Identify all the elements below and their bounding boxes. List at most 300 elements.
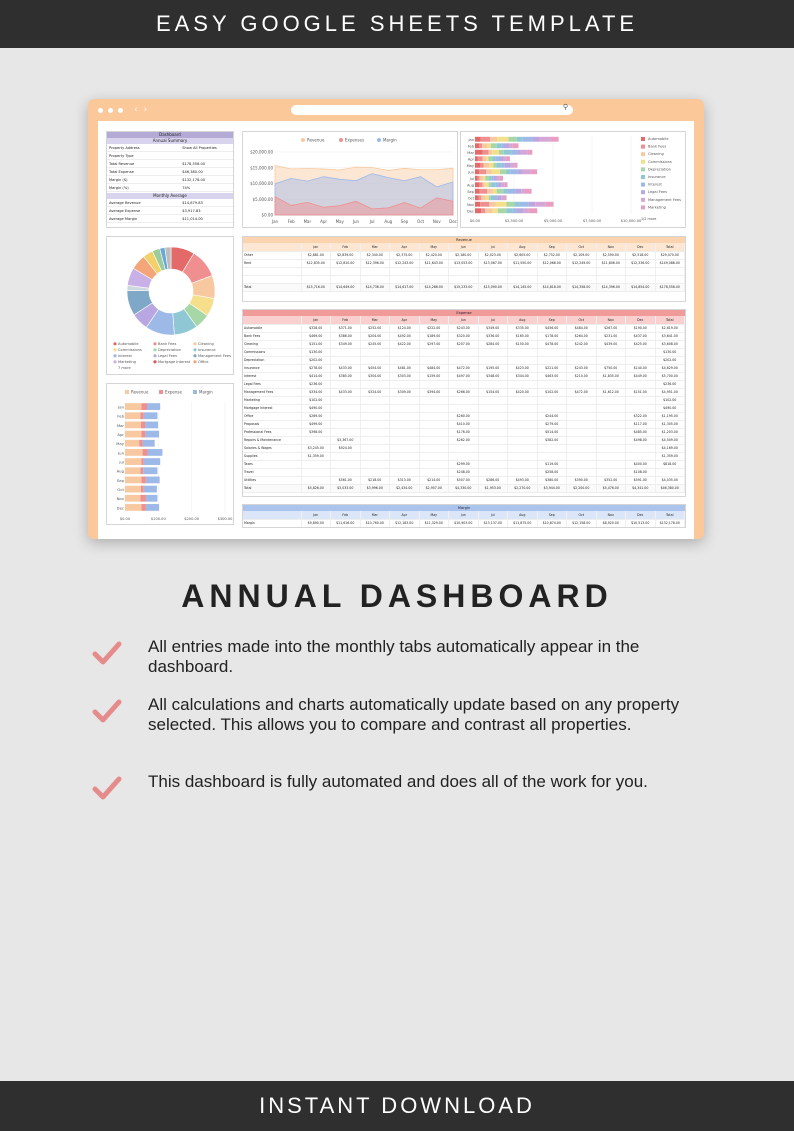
table-cell[interactable]: $386.00 xyxy=(331,332,361,340)
table-cell[interactable] xyxy=(331,356,361,364)
table-cell[interactable] xyxy=(478,428,508,436)
table-cell[interactable]: $420.00 xyxy=(508,388,538,396)
table-cell[interactable] xyxy=(301,460,331,468)
table-cell[interactable]: $13,137.00 xyxy=(478,519,508,527)
table-cell[interactable]: $258.00 xyxy=(537,468,567,476)
table-cell[interactable] xyxy=(508,420,538,428)
table-cell[interactable]: Repairs & Maintenance xyxy=(243,436,301,444)
table-cell[interactable] xyxy=(390,275,420,283)
table-cell[interactable] xyxy=(301,436,331,444)
table-cell[interactable]: $4,629.00 xyxy=(655,364,685,372)
table-cell[interactable]: Utilities xyxy=(243,476,301,484)
table-cell[interactable]: Travel xyxy=(243,468,301,476)
table-cell[interactable] xyxy=(390,460,420,468)
table-cell[interactable]: $484.00 xyxy=(419,364,449,372)
table-cell[interactable]: Depreciation xyxy=(243,356,301,364)
table-cell[interactable] xyxy=(360,436,390,444)
table-cell[interactable] xyxy=(478,396,508,404)
table-cell[interactable]: $2,881.00 xyxy=(301,251,331,259)
table-cell[interactable] xyxy=(360,275,390,283)
table-cell[interactable] xyxy=(360,380,390,388)
table-cell[interactable]: $398.00 xyxy=(301,428,331,436)
table-cell[interactable] xyxy=(360,396,390,404)
table-cell[interactable] xyxy=(419,436,449,444)
table-cell[interactable]: $244.00 xyxy=(537,412,567,420)
table-cell[interactable]: $1,612.00 xyxy=(596,388,626,396)
table-cell[interactable]: $218.00 xyxy=(360,476,390,484)
table-cell[interactable]: $344.00 xyxy=(508,372,538,380)
table-cell[interactable]: $4,035.00 xyxy=(655,476,685,484)
table-cell[interactable] xyxy=(419,468,449,476)
table-cell[interactable]: Legal Fees xyxy=(243,380,301,388)
table-cell[interactable]: Professional Fees xyxy=(243,428,301,436)
table-cell[interactable] xyxy=(508,436,538,444)
table-cell[interactable] xyxy=(243,267,301,275)
table-cell[interactable]: Marketing xyxy=(243,396,301,404)
table-cell[interactable] xyxy=(360,460,390,468)
table-cell[interactable]: $485.00 xyxy=(626,428,656,436)
table-cell[interactable] xyxy=(478,412,508,420)
table-cell[interactable]: $4,951.00 xyxy=(655,388,685,396)
table-cell[interactable] xyxy=(596,436,626,444)
table-cell[interactable]: $924.00 xyxy=(331,444,361,452)
table-cell[interactable] xyxy=(508,460,538,468)
table-cell[interactable] xyxy=(390,348,420,356)
table-cell[interactable] xyxy=(301,476,331,484)
table-cell[interactable]: $324.00 xyxy=(360,388,390,396)
table-cell[interactable] xyxy=(537,396,567,404)
table-cell[interactable] xyxy=(478,444,508,452)
table-cell[interactable]: $1,359.00 xyxy=(655,452,685,460)
table-cell[interactable] xyxy=(360,428,390,436)
table-cell[interactable]: $3,608.00 xyxy=(655,340,685,348)
table-cell[interactable]: $463.00 xyxy=(537,372,567,380)
table-cell[interactable]: $202.00 xyxy=(655,356,685,364)
table-cell[interactable]: $11,550.00 xyxy=(508,259,538,267)
table-cell[interactable]: $2,420.00 xyxy=(419,251,449,259)
table-cell[interactable] xyxy=(626,356,656,364)
table-cell[interactable]: $313.00 xyxy=(390,476,420,484)
table-cell[interactable]: $159.00 xyxy=(419,372,449,380)
table-cell[interactable]: $108.00 xyxy=(626,468,656,476)
table-cell[interactable]: $190.00 xyxy=(626,324,656,332)
table-cell[interactable]: $328.00 xyxy=(301,324,331,332)
table-cell[interactable] xyxy=(626,404,656,412)
table-cell[interactable] xyxy=(419,460,449,468)
table-cell[interactable] xyxy=(567,420,597,428)
table-cell[interactable]: $309.00 xyxy=(390,388,420,396)
table-cell[interactable]: $456.00 xyxy=(537,324,567,332)
table-cell[interactable] xyxy=(331,468,361,476)
table-cell[interactable]: $12,835.00 xyxy=(301,259,331,267)
table-cell[interactable] xyxy=(626,380,656,388)
table-cell[interactable]: $322.00 xyxy=(626,412,656,420)
table-cell[interactable]: $11,643.00 xyxy=(419,259,449,267)
table-cell[interactable] xyxy=(360,267,390,275)
table-cell[interactable] xyxy=(360,452,390,460)
table-cell[interactable]: $2,375.00 xyxy=(390,251,420,259)
table-cell[interactable] xyxy=(419,267,449,275)
table-cell[interactable]: $422.00 xyxy=(390,340,420,348)
table-cell[interactable] xyxy=(567,452,597,460)
table-cell[interactable] xyxy=(331,428,361,436)
table-cell[interactable]: Commissions xyxy=(243,348,301,356)
table-cell[interactable] xyxy=(449,396,479,404)
table-cell[interactable] xyxy=(567,412,597,420)
table-cell[interactable] xyxy=(508,348,538,356)
table-cell[interactable] xyxy=(508,412,538,420)
table-cell[interactable]: $4,509.00 xyxy=(655,436,685,444)
table-cell[interactable]: $151.00 xyxy=(301,340,331,348)
table-cell[interactable] xyxy=(596,275,626,283)
table-cell[interactable]: $3,245.00 xyxy=(301,444,331,452)
table-cell[interactable]: Margin xyxy=(243,519,301,527)
table-cell[interactable]: $3,641.00 xyxy=(655,332,685,340)
table-cell[interactable] xyxy=(449,452,479,460)
table-cell[interactable] xyxy=(537,267,567,275)
table-cell[interactable]: $12,243.00 xyxy=(390,259,420,267)
table-cell[interactable] xyxy=(596,404,626,412)
table-cell[interactable]: $119.00 xyxy=(537,460,567,468)
table-cell[interactable]: Supplies xyxy=(243,452,301,460)
table-cell[interactable]: $278.00 xyxy=(301,364,331,372)
table-cell[interactable] xyxy=(419,420,449,428)
table-cell[interactable]: $348.00 xyxy=(478,372,508,380)
table-cell[interactable]: $11,806.00 xyxy=(596,259,626,267)
table-cell[interactable]: $2,590.00 xyxy=(596,251,626,259)
table-cell[interactable]: Automobile xyxy=(243,324,301,332)
table-cell[interactable]: $266.00 xyxy=(449,388,479,396)
table-cell[interactable]: $472.00 xyxy=(449,364,479,372)
table-cell[interactable] xyxy=(331,396,361,404)
table-cell[interactable] xyxy=(596,428,626,436)
table-cell[interactable] xyxy=(390,412,420,420)
table-cell[interactable] xyxy=(390,420,420,428)
table-cell[interactable]: $10,874.00 xyxy=(537,519,567,527)
table-cell[interactable] xyxy=(390,404,420,412)
table-cell[interactable]: $130.00 xyxy=(655,348,685,356)
table-cell[interactable] xyxy=(360,404,390,412)
table-cell[interactable] xyxy=(626,267,656,275)
table-cell[interactable]: $102.00 xyxy=(301,396,331,404)
table-cell[interactable]: $8,920.00 xyxy=(596,519,626,527)
table-cell[interactable]: $400.00 xyxy=(626,460,656,468)
table-cell[interactable]: $210.00 xyxy=(567,372,597,380)
table-cell[interactable]: $1,305.00 xyxy=(655,420,685,428)
table-cell[interactable] xyxy=(331,267,361,275)
table-cell[interactable]: $279.00 xyxy=(537,420,567,428)
table-cell[interactable]: $514.00 xyxy=(537,428,567,436)
table-cell[interactable]: $202.00 xyxy=(301,356,331,364)
table-cell[interactable] xyxy=(508,356,538,364)
back-arrow-icon[interactable]: ‹ xyxy=(134,105,138,115)
table-cell[interactable]: $13,053.00 xyxy=(449,259,479,267)
table-cell[interactable] xyxy=(508,428,538,436)
table-cell[interactable]: Interest xyxy=(243,372,301,380)
table-cell[interactable] xyxy=(390,267,420,275)
table-cell[interactable]: $267.00 xyxy=(596,324,626,332)
table-cell[interactable] xyxy=(567,468,597,476)
table-cell[interactable] xyxy=(419,348,449,356)
table-cell[interactable] xyxy=(478,348,508,356)
table-cell[interactable]: $454.00 xyxy=(360,364,390,372)
table-cell[interactable]: $490.00 xyxy=(301,404,331,412)
table-cell[interactable]: $11,329.00 xyxy=(419,519,449,527)
table-cell[interactable] xyxy=(567,396,597,404)
table-cell[interactable]: $493.00 xyxy=(508,476,538,484)
table-cell[interactable] xyxy=(390,396,420,404)
table-cell[interactable]: $284.00 xyxy=(478,340,508,348)
table-cell[interactable] xyxy=(390,356,420,364)
table-cell[interactable] xyxy=(478,380,508,388)
table-cell[interactable]: Proposals xyxy=(243,420,301,428)
table-cell[interactable] xyxy=(419,452,449,460)
table-cell[interactable]: Taxes xyxy=(243,460,301,468)
table-cell[interactable]: $12,396.00 xyxy=(360,259,390,267)
table-cell[interactable] xyxy=(390,452,420,460)
table-cell[interactable] xyxy=(419,396,449,404)
table-cell[interactable] xyxy=(478,420,508,428)
table-cell[interactable]: $349.00 xyxy=(478,324,508,332)
table-cell[interactable] xyxy=(478,356,508,364)
table-cell[interactable] xyxy=(478,404,508,412)
table-cell[interactable]: $335.00 xyxy=(508,324,538,332)
table-cell[interactable] xyxy=(360,412,390,420)
table-cell[interactable] xyxy=(655,267,685,275)
table-cell[interactable] xyxy=(567,356,597,364)
table-cell[interactable]: $1,195.00 xyxy=(655,412,685,420)
table-cell[interactable]: $243.00 xyxy=(449,324,479,332)
table-cell[interactable] xyxy=(537,275,567,283)
table-cell[interactable] xyxy=(567,267,597,275)
table-cell[interactable]: $507.00 xyxy=(449,476,479,484)
table-cell[interactable]: $10,903.00 xyxy=(449,519,479,527)
table-cell[interactable]: $2,109.00 xyxy=(567,251,597,259)
table-cell[interactable]: $117.00 xyxy=(626,420,656,428)
table-cell[interactable]: $102.00 xyxy=(537,388,567,396)
table-cell[interactable] xyxy=(478,436,508,444)
table-cell[interactable]: $269.00 xyxy=(301,412,331,420)
table-cell[interactable] xyxy=(360,444,390,452)
table-cell[interactable]: $10,513.00 xyxy=(626,519,656,527)
table-cell[interactable] xyxy=(655,275,685,283)
table-cell[interactable] xyxy=(419,428,449,436)
table-cell[interactable]: $320.00 xyxy=(449,332,479,340)
table-cell[interactable] xyxy=(537,404,567,412)
table-cell[interactable] xyxy=(360,468,390,476)
table-cell[interactable]: $102.00 xyxy=(655,396,685,404)
table-cell[interactable]: $195.00 xyxy=(478,364,508,372)
table-cell[interactable] xyxy=(449,348,479,356)
table-cell[interactable]: Cleaning xyxy=(243,340,301,348)
table-cell[interactable] xyxy=(508,380,538,388)
table-cell[interactable]: $750.00 xyxy=(596,364,626,372)
table-cell[interactable]: $499.00 xyxy=(301,420,331,428)
table-cell[interactable] xyxy=(390,436,420,444)
table-cell[interactable]: $5,700.00 xyxy=(655,372,685,380)
table-cell[interactable]: $349.00 xyxy=(331,340,361,348)
table-cell[interactable]: $439.00 xyxy=(596,340,626,348)
table-cell[interactable]: $425.00 xyxy=(626,340,656,348)
table-cell[interactable] xyxy=(360,356,390,364)
table-cell[interactable]: $490.00 xyxy=(655,404,685,412)
table-cell[interactable] xyxy=(537,452,567,460)
table-cell[interactable]: $252.00 xyxy=(360,324,390,332)
table-cell[interactable]: $469.00 xyxy=(301,332,331,340)
table-cell[interactable]: $561.00 xyxy=(331,476,361,484)
table-cell[interactable]: $12,183.00 xyxy=(390,519,420,527)
table-cell[interactable] xyxy=(508,404,538,412)
table-cell[interactable]: $336.00 xyxy=(478,332,508,340)
table-cell[interactable] xyxy=(331,452,361,460)
table-cell[interactable] xyxy=(626,452,656,460)
table-cell[interactable] xyxy=(449,356,479,364)
table-cell[interactable]: $410.00 xyxy=(449,420,479,428)
table-cell[interactable] xyxy=(596,460,626,468)
table-cell[interactable]: $380.00 xyxy=(537,476,567,484)
table-cell[interactable]: $2,839.00 xyxy=(331,251,361,259)
table-cell[interactable]: $140.00 xyxy=(626,364,656,372)
table-cell[interactable] xyxy=(331,420,361,428)
table-cell[interactable] xyxy=(419,275,449,283)
table-cell[interactable]: $154.00 xyxy=(478,388,508,396)
table-cell[interactable]: $221.00 xyxy=(537,364,567,372)
table-cell[interactable]: Office xyxy=(243,412,301,420)
table-cell[interactable] xyxy=(331,275,361,283)
table-cell[interactable] xyxy=(478,460,508,468)
table-cell[interactable]: $2,340.00 xyxy=(360,251,390,259)
table-cell[interactable] xyxy=(596,396,626,404)
table-cell[interactable] xyxy=(537,348,567,356)
table-cell[interactable]: $591.00 xyxy=(626,476,656,484)
table-cell[interactable] xyxy=(449,380,479,388)
table-cell[interactable] xyxy=(419,404,449,412)
table-cell[interactable] xyxy=(596,380,626,388)
table-cell[interactable]: $13,067.00 xyxy=(478,259,508,267)
table-cell[interactable]: $11,616.00 xyxy=(331,519,361,527)
table-cell[interactable] xyxy=(390,380,420,388)
table-cell[interactable]: $9,890.00 xyxy=(301,519,331,527)
table-cell[interactable]: $236.00 xyxy=(301,380,331,388)
table-cell[interactable] xyxy=(626,396,656,404)
table-cell[interactable] xyxy=(390,428,420,436)
table-cell[interactable] xyxy=(567,275,597,283)
table-cell[interactable]: $371.00 xyxy=(331,324,361,332)
table-cell[interactable]: $262.00 xyxy=(449,436,479,444)
table-cell[interactable] xyxy=(419,380,449,388)
table-cell[interactable]: $1,203.00 xyxy=(655,428,685,436)
table-cell[interactable]: $433.00 xyxy=(331,364,361,372)
table-cell[interactable]: $245.00 xyxy=(360,340,390,348)
table-cell[interactable] xyxy=(567,436,597,444)
table-cell[interactable] xyxy=(449,275,479,283)
table-cell[interactable]: $236.00 xyxy=(655,380,685,388)
table-cell[interactable]: $2,619.00 xyxy=(655,324,685,332)
table-cell[interactable]: $433.00 xyxy=(331,388,361,396)
table-cell[interactable]: $12,249.00 xyxy=(567,259,597,267)
table-cell[interactable] xyxy=(478,452,508,460)
table-cell[interactable]: $2,518.00 xyxy=(626,251,656,259)
table-cell[interactable]: $29,470.00 xyxy=(655,251,685,259)
table-cell[interactable] xyxy=(360,348,390,356)
table-cell[interactable]: $2,180.00 xyxy=(449,251,479,259)
table-cell[interactable] xyxy=(449,267,479,275)
table-cell[interactable]: Other xyxy=(243,251,301,259)
table-cell[interactable] xyxy=(537,380,567,388)
table-cell[interactable]: Mortgage Interest xyxy=(243,404,301,412)
table-cell[interactable] xyxy=(508,468,538,476)
table-cell[interactable]: $449.00 xyxy=(626,372,656,380)
table-cell[interactable] xyxy=(331,404,361,412)
table-cell[interactable] xyxy=(449,404,479,412)
table-cell[interactable] xyxy=(478,468,508,476)
table-cell[interactable]: $178.00 xyxy=(537,332,567,340)
table-cell[interactable]: $481.00 xyxy=(390,364,420,372)
table-cell[interactable] xyxy=(596,452,626,460)
table-cell[interactable]: $176.00 xyxy=(449,428,479,436)
table-cell[interactable]: $334.00 xyxy=(301,388,331,396)
table-cell[interactable]: $124.00 xyxy=(390,324,420,332)
table-cell[interactable] xyxy=(301,275,331,283)
table-cell[interactable] xyxy=(626,348,656,356)
table-cell[interactable]: $12,336.00 xyxy=(626,259,656,267)
table-cell[interactable]: $299.00 xyxy=(449,460,479,468)
table-cell[interactable] xyxy=(360,420,390,428)
table-cell[interactable] xyxy=(596,468,626,476)
table-cell[interactable]: $165.00 xyxy=(508,332,538,340)
table-cell[interactable] xyxy=(390,468,420,476)
table-cell[interactable] xyxy=(508,444,538,452)
table-cell[interactable] xyxy=(419,444,449,452)
table-cell[interactable]: $498.00 xyxy=(626,436,656,444)
table-cell[interactable] xyxy=(508,275,538,283)
table-cell[interactable]: $10,760.00 xyxy=(360,519,390,527)
table-cell[interactable] xyxy=(449,444,479,452)
table-cell[interactable]: $286.00 xyxy=(478,476,508,484)
table-cell[interactable]: $204.00 xyxy=(360,332,390,340)
table-cell[interactable]: $149,088.00 xyxy=(655,259,685,267)
table-cell[interactable]: $11,875.00 xyxy=(508,519,538,527)
table-cell[interactable]: Rent xyxy=(243,259,301,267)
table-cell[interactable] xyxy=(567,380,597,388)
table-cell[interactable] xyxy=(567,404,597,412)
table-cell[interactable] xyxy=(243,275,301,283)
table-cell[interactable] xyxy=(626,444,656,452)
table-cell[interactable] xyxy=(596,444,626,452)
table-cell[interactable]: $472.00 xyxy=(567,388,597,396)
table-cell[interactable]: $130.00 xyxy=(301,348,331,356)
table-cell[interactable] xyxy=(567,348,597,356)
table-cell[interactable]: $2,752.00 xyxy=(537,251,567,259)
table-cell[interactable]: $303.00 xyxy=(390,372,420,380)
table-cell[interactable] xyxy=(478,267,508,275)
table-cell[interactable] xyxy=(508,396,538,404)
table-cell[interactable]: $214.00 xyxy=(419,476,449,484)
table-cell[interactable]: $437.00 xyxy=(626,332,656,340)
table-cell[interactable]: Management Fees xyxy=(243,388,301,396)
table-cell[interactable]: $151.00 xyxy=(626,388,656,396)
table-cell[interactable]: $297.00 xyxy=(419,340,449,348)
table-cell[interactable]: $242.00 xyxy=(567,340,597,348)
table-cell[interactable]: $12,066.00 xyxy=(537,259,567,267)
forward-arrow-icon[interactable]: › xyxy=(143,105,148,115)
table-cell[interactable] xyxy=(567,460,597,468)
table-cell[interactable]: $248.00 xyxy=(449,468,479,476)
table-cell[interactable] xyxy=(537,356,567,364)
table-cell[interactable]: $2,605.00 xyxy=(508,251,538,259)
table-cell[interactable]: $394.00 xyxy=(419,388,449,396)
table-cell[interactable]: $478.00 xyxy=(537,340,567,348)
